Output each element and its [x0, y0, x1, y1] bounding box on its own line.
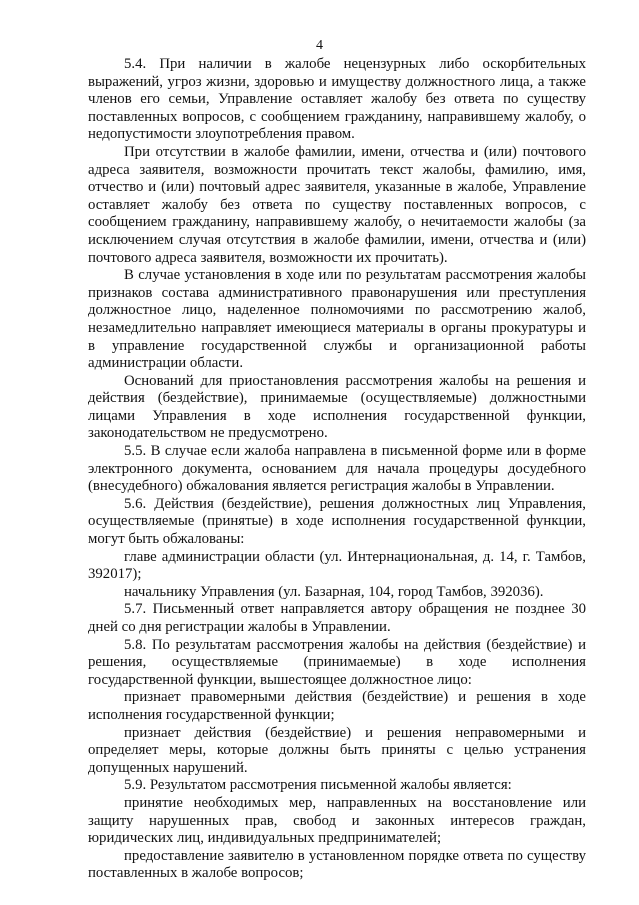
appeal-recipient-head: начальнику Управления (ул. Базарная, 104, город Тамбов, 392036).: [124, 583, 544, 600]
decision-lawful: признает правомерными действия (бездействие) и решения в ходе исполнения государственной функции;: [88, 689, 586, 723]
paragraph-5-7: 5.7. Письменный ответ направляется автору обращения не позднее 30 дней со дня регистрации жалобы в Управлении.: [88, 601, 586, 635]
document-body: [88, 56, 586, 883]
paragraph-no-suspension-grounds: Оснований для приостановления рассмотрения жалобы на решения и действия (бездействие), принимаемые (осуществляемые) должностными лицами Управления в ходе исполнения государственной функции, законодательством не предусмотрено.: [88, 372, 586, 442]
result-restoration-measures: принятие необходимых мер, направленных на восстановление или защиту нарушенных прав, свобод и законных интересов граждан, юридических лиц, индивидуальных предпринимателей;: [88, 794, 586, 847]
paragraph-missing-applicant-data: При отсутствии в жалобе фамилии, имени, отчества и (или) почтового адреса заявителя, возможности прочитать текст жалобы, фамилию, имя, отчество и (или) почтовый адрес заявителя, указанные в жалобе, Управление оставляет жалобу без ответа по существу поставленных вопросов, с сообщением гражданину, направившему жалобу, о нечитаемости жалобы (за исключением случая отсутствия в жалобе фамилии, имени, отчества и (или) почтового адреса заявителя, возможности их прочитать).: [88, 143, 586, 266]
paragraph-5-4: 5.4. При наличии в жалобе нецензурных либо оскорбительных выражений, угроз жизни, здоровью и имуществу должностного лица, а также членов его семьи, Управление оставляет жалобу без ответа по существу поставленных вопросов, с сообщением гражданину, направившему жалобу, о недопустимости злоупотребления правом.: [88, 56, 586, 143]
decision-unlawful: признает действия (бездействие) и решения неправомерными и определяет меры, которые должны быть приняты с целью устранения допущенных нарушений.: [88, 724, 586, 776]
result-answer-provided: предоставление заявителю в установленном порядке ответа по существу поставленных в жалобе вопросов;: [88, 847, 586, 882]
paragraph-5-5: 5.5. В случае если жалоба направлена в письменной форме или в форме электронного документа, основанием для начала процедуры досудебного (внесудебного) обжалования является регистрация жалобы в Управлении.: [88, 443, 586, 495]
paragraph-5-8: 5.8. По результатам рассмотрения жалобы на действия (бездействие) и решения, осуществляемые (принимаемые) в ходе исполнения государственной функции, вышестоящее должностное лицо:: [88, 636, 586, 688]
paragraph-violation-signs: В случае установления в ходе или по результатам рассмотрения жалобы признаков состава административного правонарушения или преступления должностное лицо, наделенное полномочиями по рассмотрению жалоб, незамедлительно направляет имеющиеся материалы в органы прокуратуры и в управление государственной службы и организационной работы администрации области.: [88, 267, 586, 372]
appeal-recipient-governor: главе администрации области (ул. Интернациональная, д. 14, г. Тамбов, 392017);: [88, 548, 586, 583]
page-number: 4: [316, 38, 323, 53]
paragraph-5-9: 5.9. Результатом рассмотрения письменной жалобы является:: [124, 777, 512, 794]
paragraph-5-6: 5.6. Действия (бездействие), решения должностных лиц Управления, осуществляемые (принятые) в ходе исполнения государственной функции, могут быть обжалованы:: [88, 495, 586, 548]
